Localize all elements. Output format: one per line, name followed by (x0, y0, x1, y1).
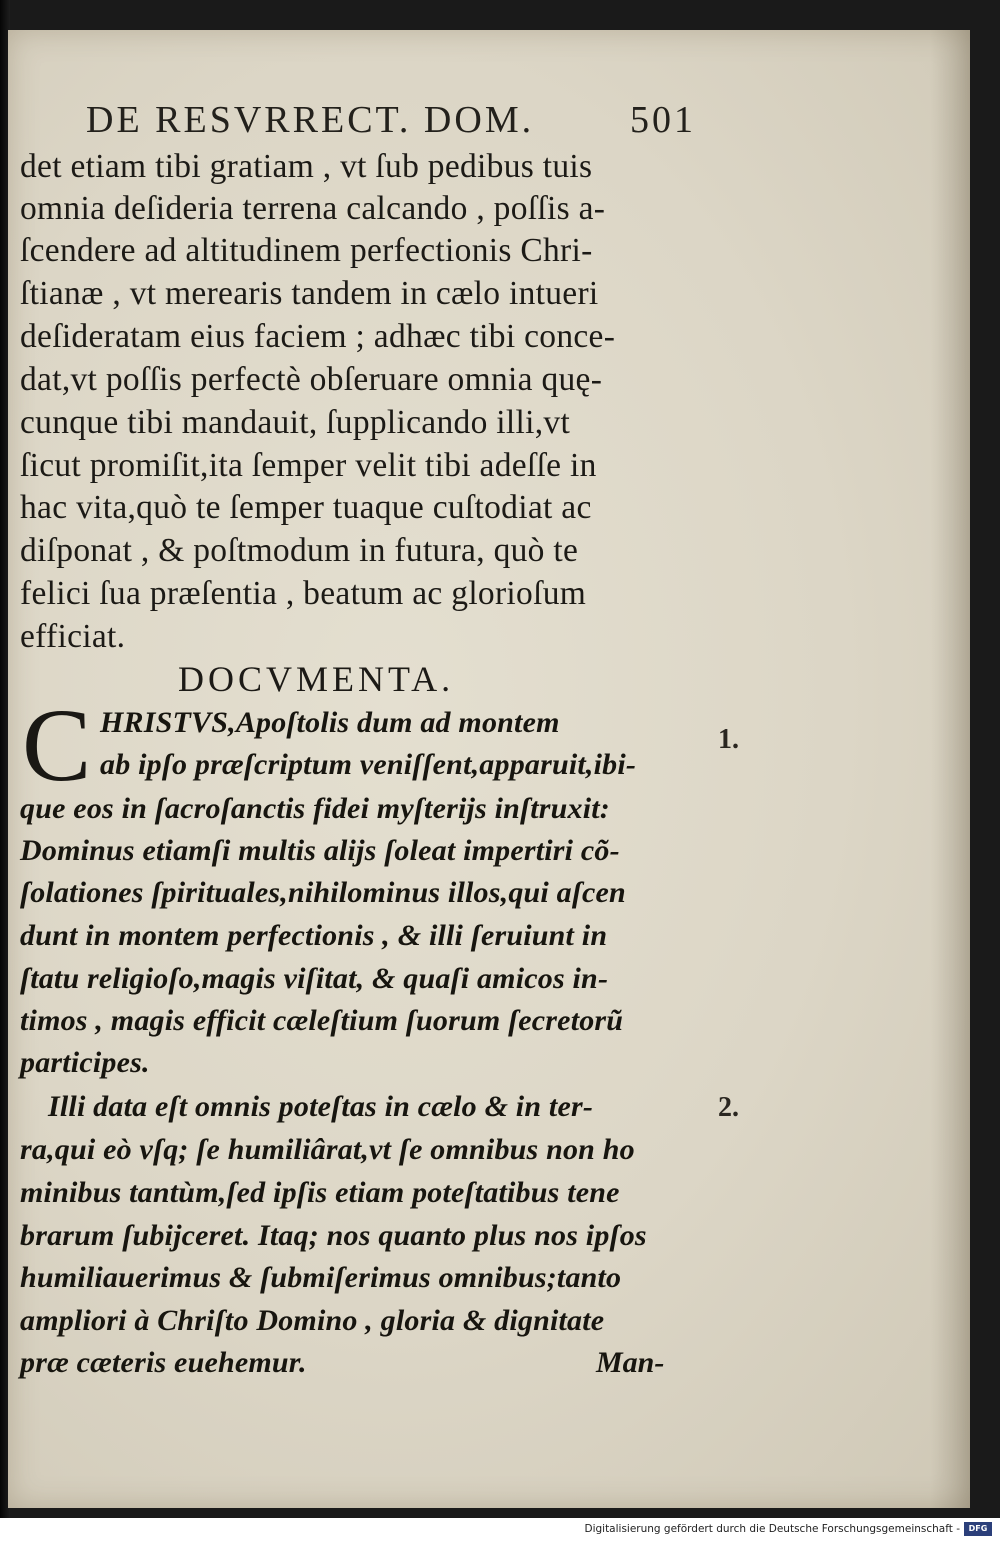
body-line: cunque tibi mandauit, ſupplicando illi,vt (20, 404, 571, 441)
body-line: ſicut promiſit,ita ſemper velit tibi adeſſe in (20, 447, 597, 484)
body-line: hac vita,quò te ſemper tuaque cuſtodiat ac (20, 489, 592, 526)
body-line: efficiat. (20, 618, 126, 655)
body-line: omnia deſideria terrena calcando , poſſis a- (20, 190, 606, 227)
footer-credit: Digitalisierung gefördert durch die Deutsche Forschungsgemeinschaft - (584, 1523, 960, 1535)
body-line: ſtianæ , vt merearis tandem in cælo intueri (20, 275, 599, 312)
margin-number-2: 2. (718, 1092, 739, 1123)
italic-line: que eos in ſacroſanctis fidei myſterijs inſtruxit: (20, 792, 610, 825)
italic-line: timos , magis efficit cæleſtium ſuorum ſecretorũ (20, 1004, 624, 1037)
dfg-logo-icon: DFG (964, 1522, 992, 1536)
italic-line: brarum ſubijceret. Itaq; nos quanto plus nos ipſos (20, 1219, 647, 1252)
italic-line: ra,qui eò vſq; ſe humiliârat,vt ſe omnibus non ho (20, 1133, 635, 1166)
body-line: deſideratam eius faciem ; adhæc tibi conce- (20, 318, 616, 355)
italic-line: ſolationes ſpirituales,nihilominus illos,qui aſcen (20, 876, 626, 909)
italic-line: ſtatu religioſo,magis viſitat, & quaſi amicos in- (20, 962, 609, 995)
body-line: det etiam tibi gratiam , vt ſub pedibus tuis (20, 148, 593, 185)
italic-line: Dominus etiamſi multis alijs ſoleat impertiri cõ- (20, 834, 620, 867)
running-head-title: DE RESVRRECT. DOM. (86, 99, 535, 141)
italic-line: præ cæteris euehemur. (20, 1346, 307, 1379)
body-line: diſponat , & poſtmodum in futura, quò te (20, 532, 579, 569)
italic-line: dunt in montem perfectionis , & illi ſeruiunt in (20, 919, 608, 952)
italic-line: ab ipſo præſcriptum veniſſent,apparuit,ibi- (100, 748, 637, 781)
digitization-footer (0, 1518, 1000, 1541)
page-paper (8, 30, 970, 1508)
italic-line: humiliauerimus & ſubmiſerimus omnibus;tanto (20, 1261, 622, 1294)
italic-line: ampliori à Chriſto Domino , gloria & dignitate (20, 1304, 605, 1337)
running-head (86, 98, 696, 142)
page-curl-shadow (930, 30, 970, 1508)
margin-number-1: 1. (718, 724, 739, 755)
body-line: felici ſua præſentia , beatum ac glorioſum (20, 575, 587, 612)
italic-line: Illi data eſt omnis poteſtas in cælo & in ter- (48, 1090, 594, 1123)
body-line: ſcendere ad altitudinem perfectionis Chri- (20, 232, 593, 269)
body-line: dat,vt poſſis perfectè obſeruare omnia quę- (20, 361, 603, 398)
catchword: Man- (596, 1346, 665, 1379)
section-heading: DOCVMENTA. (178, 659, 455, 699)
drop-cap: C (22, 688, 92, 803)
page-number: 501 (630, 99, 696, 141)
italic-line: minibus tantùm,ſed ipſis etiam poteſtatibus tene (20, 1176, 620, 1209)
italic-line: participes. (20, 1046, 150, 1079)
italic-line: HRISTVS,Apoſtolis dum ad montem (100, 706, 560, 739)
